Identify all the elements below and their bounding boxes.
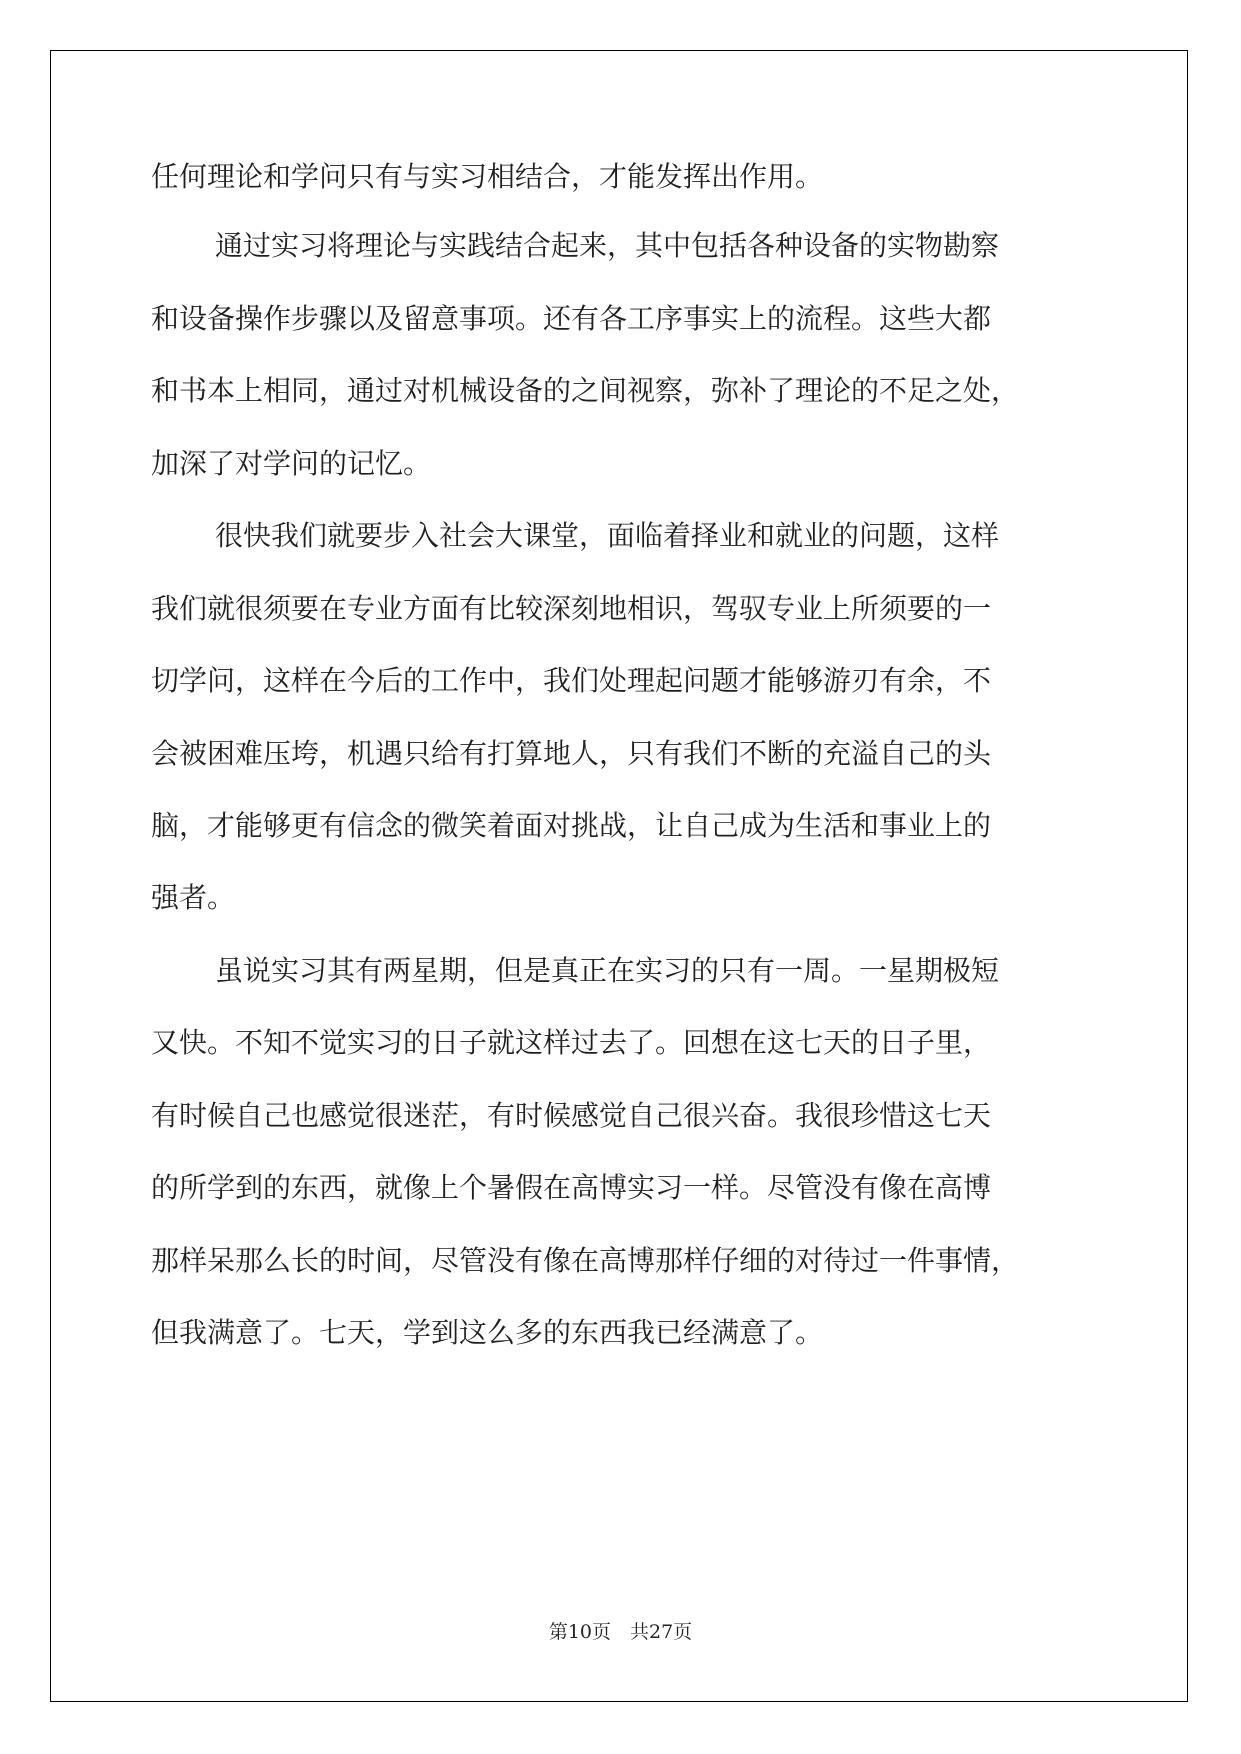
text-line: 的所学到的东西，就像上个暑假在高博实习一样。尽管没有像在高博 — [151, 1171, 992, 1204]
page-number-footer: 第10页 共27页 — [548, 1621, 693, 1643]
text-line: 加深了对学问的记忆。 — [151, 447, 432, 480]
text-line: 任何理论和学问只有与实习相结合，才能发挥出作用。 — [151, 160, 824, 193]
text-line: 我们就很须要在专业方面有比较深刻地相识，驾驭专业上所须要的一 — [151, 592, 992, 625]
text-line: 那样呆那么长的时间，尽管没有像在高博那样仔细的对待过一件事情， — [151, 1244, 1020, 1277]
text-line: 强者。 — [151, 881, 236, 914]
text-line: 但我满意了。七天，学到这么多的东西我已经满意了。 — [151, 1316, 824, 1349]
text-line: 通过实习将理论与实践结合起来，其中包括各种设备的实物勘察 — [215, 229, 1000, 262]
text-line: 和书本上相同，通过对机械设备的之间视察，弥补了理论的不足之处， — [151, 374, 1020, 407]
text-line: 很快我们就要步入社会大课堂，面临着择业和就业的问题，这样 — [215, 519, 1000, 552]
text-line: 和设备操作步骤以及留意事项。还有各工序事实上的流程。这些大都 — [151, 302, 992, 335]
text-line: 又快。不知不觉实习的日子就这样过去了。回想在这七天的日子里， — [151, 1026, 992, 1059]
text-line: 脑，才能够更有信念的微笑着面对挑战，让自己成为生活和事业上的 — [151, 809, 992, 842]
page-border — [50, 50, 1188, 1702]
text-line: 有时候自己也感觉很迷茫，有时候感觉自己很兴奋。我很珍惜这七天 — [151, 1099, 992, 1132]
text-line: 会被困难压垮，机遇只给有打算地人，只有我们不断的充溢自己的头 — [151, 737, 992, 770]
text-line: 虽说实习其有两星期，但是真正在实习的只有一周。一星期极短 — [215, 954, 1000, 987]
text-line: 切学问，这样在今后的工作中，我们处理起问题才能够游刃有余，不 — [151, 664, 992, 697]
